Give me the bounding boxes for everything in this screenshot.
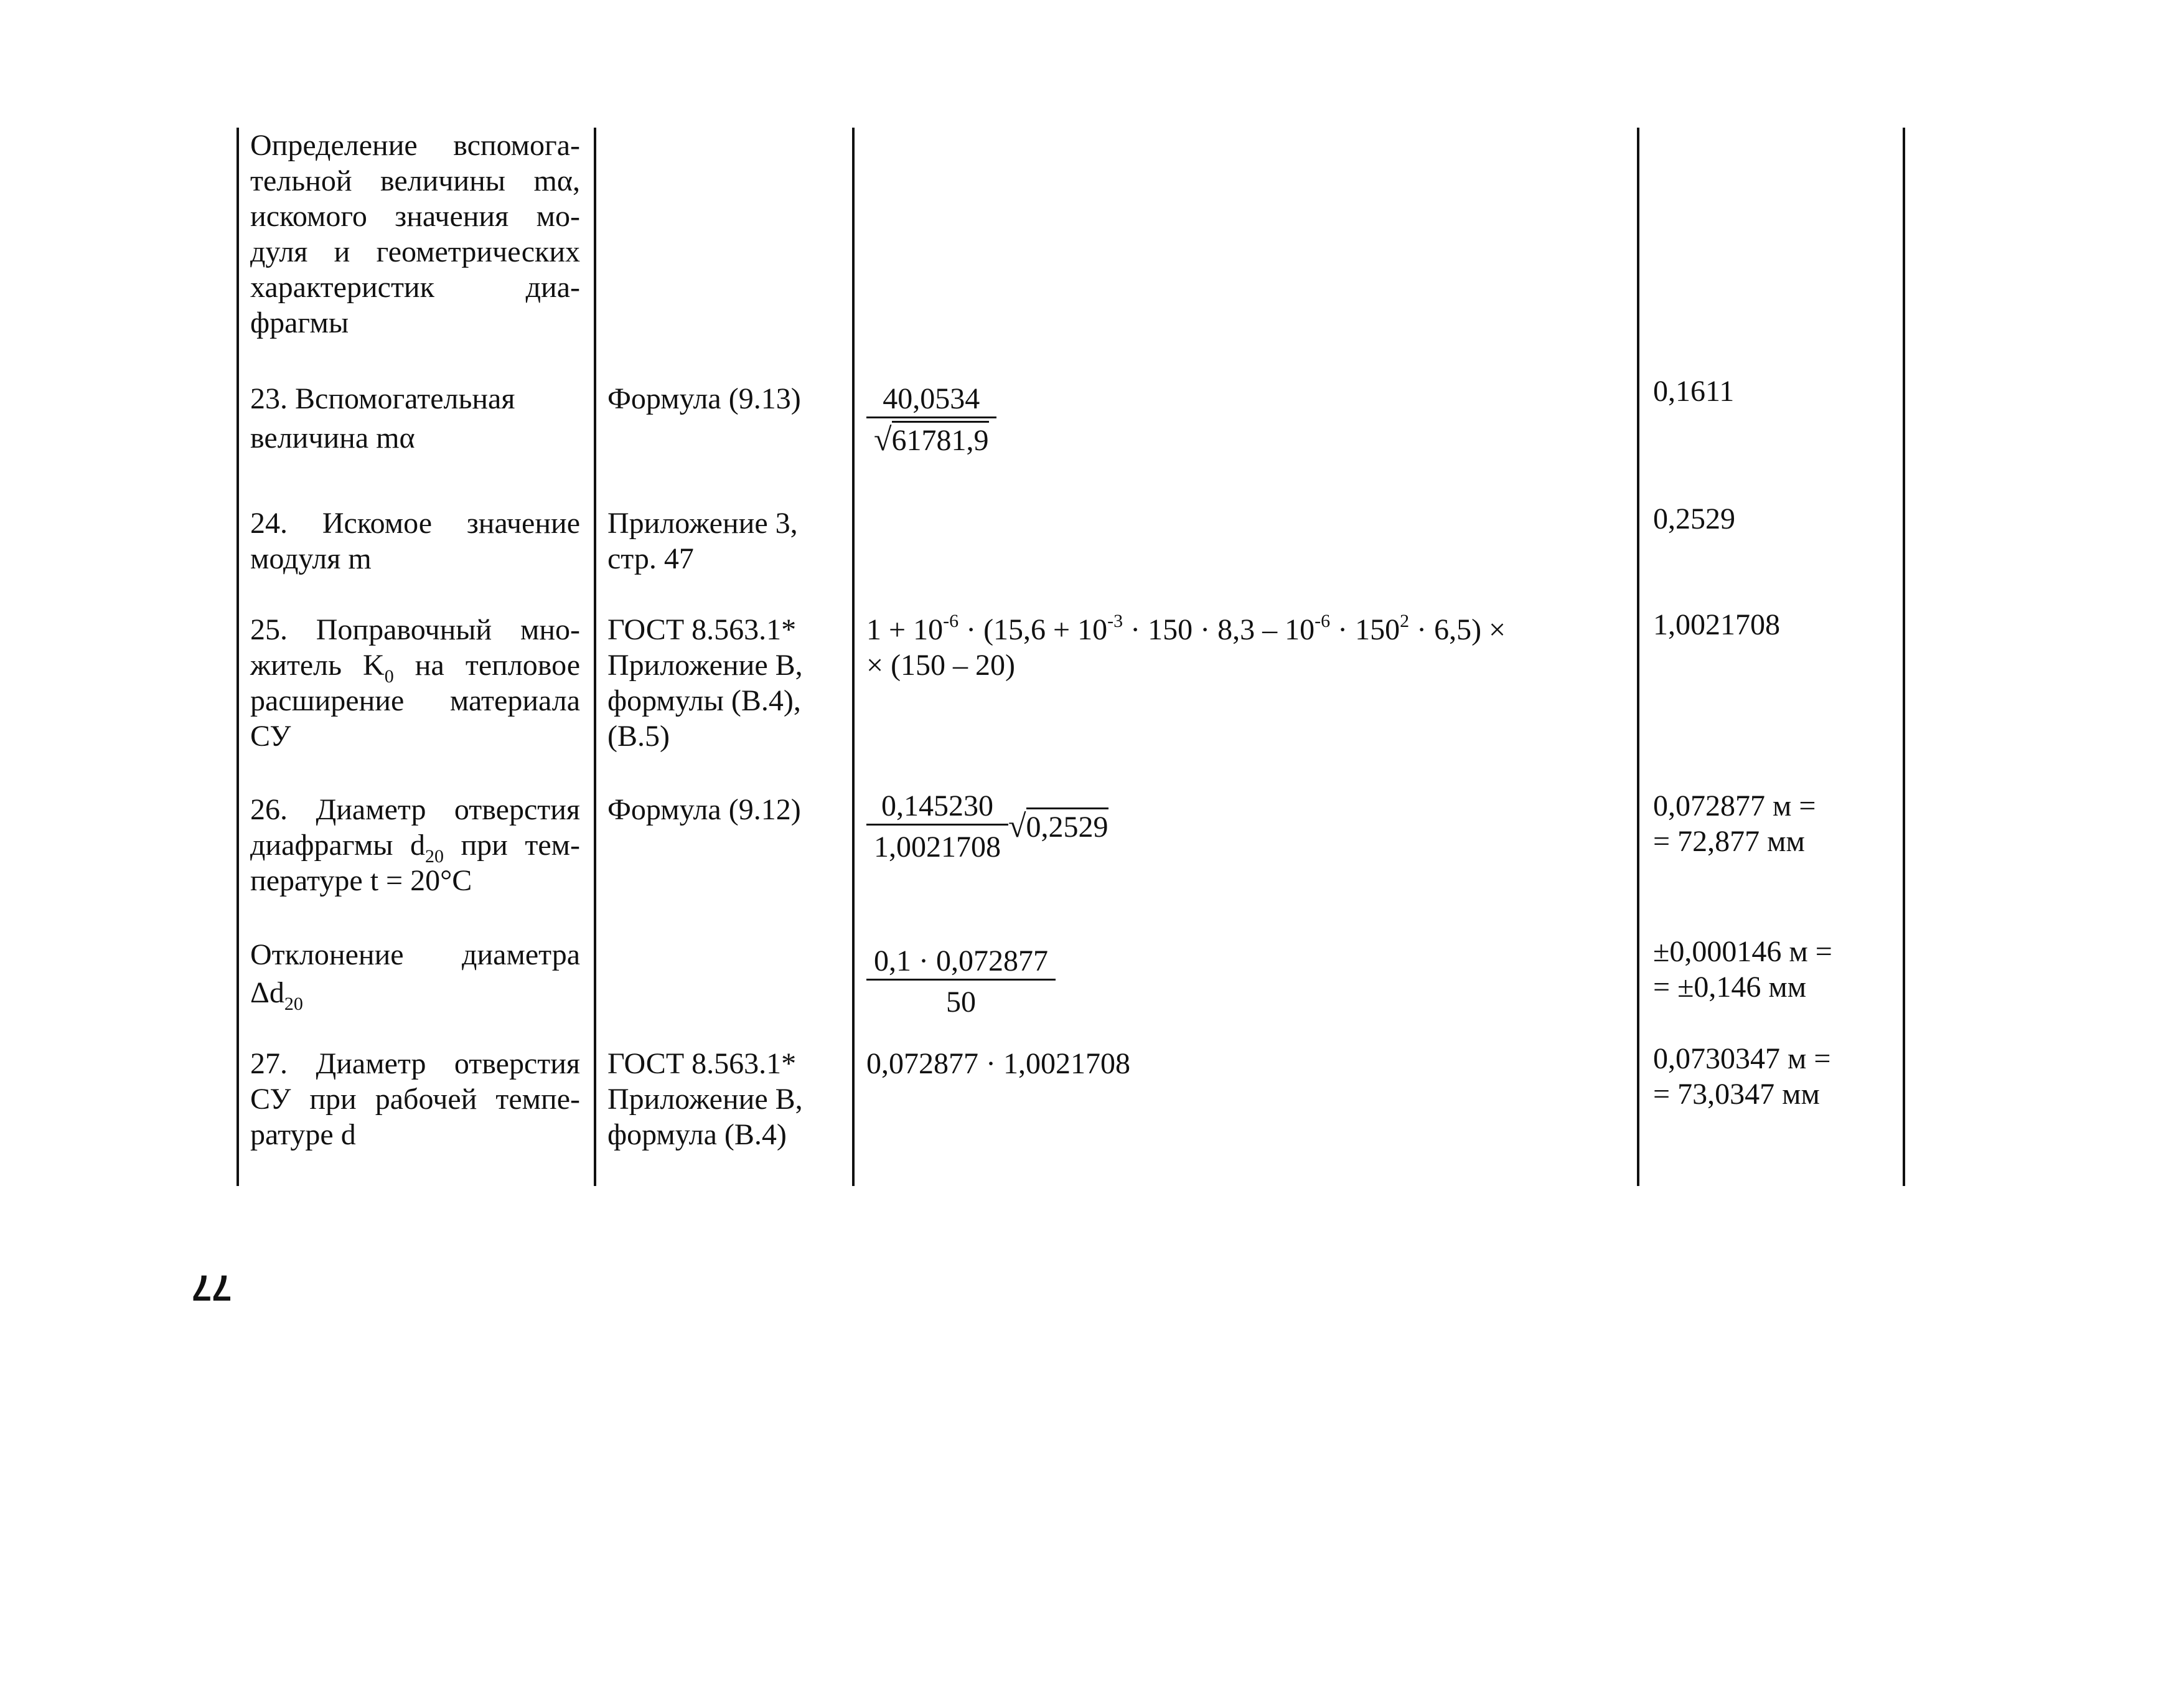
row-27-source: [607, 1046, 803, 1152]
name-line: ратуре d: [250, 1118, 356, 1151]
row-26-name: [250, 792, 580, 898]
row-23-result: 0,1611: [1653, 375, 1735, 408]
section-header-line: фрагмы: [250, 306, 349, 339]
row-27-name: [250, 1046, 580, 1152]
row-27-formula: 0,072877 · 1,0021708: [866, 1047, 1130, 1080]
table-border-right: [1903, 128, 1905, 1186]
row-23-name: [250, 381, 580, 456]
name-line: $\Delta d_{20}$: [250, 976, 303, 1014]
row-25-source: [607, 612, 803, 754]
name-line: Отклонение диаметра: [250, 938, 580, 971]
section-header-line: тельной величины mα,: [250, 164, 580, 197]
row-23-source: Формула (9.13): [607, 382, 801, 415]
radicand: 0,2529: [1026, 807, 1108, 844]
row-25-result: 1,0021708: [1653, 608, 1780, 641]
section-header-line: характеристик диа-: [250, 271, 580, 304]
name-line: 26. Диаметр отверстия: [250, 793, 580, 826]
source-line: Приложение В,: [607, 1083, 803, 1116]
name-line: диафрагмы $d_{20}$ при тем-: [250, 829, 581, 867]
source-line: формулы (В.4),: [607, 684, 801, 717]
row-deviation-name: [250, 937, 580, 1014]
section-header-line: искомого значения мо-: [250, 200, 580, 233]
page-number: 77: [192, 1268, 232, 1308]
name-line: 24. Искомое значение: [250, 507, 580, 540]
table-border-left: [237, 128, 239, 1186]
result-line: = 72,877 мм: [1653, 825, 1805, 858]
fraction: [866, 788, 1008, 865]
formula-line: × (150 – 20): [866, 649, 1016, 682]
source-line: формула (В.4): [607, 1118, 787, 1151]
result-line: 0,072877 м =: [1653, 789, 1816, 822]
formula-line: $1 + 10^{-6} \cdot (15,6 + 10^{-3} \cdot 150 \cdot 8,3 - 10^{-6} \cdot 150^2 \cdot 6,5)$ ×: [866, 611, 1506, 646]
row-27-result: [1653, 1041, 1830, 1112]
row-25-formula: [866, 612, 1506, 683]
name-line: житель $K_0$ на тепловое: [250, 649, 581, 687]
row-deviation-formula: [866, 943, 1056, 1020]
fraction-denominator: 1,0021708: [866, 824, 1008, 865]
name-line: СУ: [250, 720, 291, 753]
section-header: [250, 128, 580, 341]
fraction-numerator: 0,145230: [881, 789, 993, 822]
section-header-line: дуля и геометрических: [250, 235, 580, 268]
name-line: 25. Поправочный мно-: [250, 613, 580, 646]
name-line: 23. Вспомогательная: [250, 382, 515, 415]
source-line: ГОСТ 8.563.1*: [607, 1047, 797, 1080]
fraction-denominator: [866, 417, 996, 458]
row-23-formula: [866, 381, 996, 458]
name-line: 27. Диаметр отверстия: [250, 1047, 580, 1080]
row-24-source: [607, 506, 798, 577]
table-divider-1: [594, 128, 596, 1186]
sqrt-icon: √: [1008, 808, 1026, 844]
row-26-result: [1653, 788, 1816, 859]
row-deviation-result: [1653, 934, 1832, 1005]
result-line: 0,0730347 м =: [1653, 1042, 1831, 1075]
row-24-name: [250, 506, 580, 577]
row-26-formula: [866, 788, 1108, 865]
radicand: 61781,9: [892, 421, 989, 457]
row-25-name: [250, 612, 580, 754]
fraction-numerator: 0,1 · 0,072877: [874, 944, 1048, 977]
name-line: СУ при рабочей темпе-: [250, 1083, 580, 1116]
source-line: Приложение 3,: [607, 507, 798, 540]
name-line: расширение материала: [250, 684, 580, 717]
table-divider-3: [1637, 128, 1639, 1186]
name-line: пературе t = 20°C: [250, 864, 472, 897]
result-line: ±0,000146 м =: [1653, 935, 1832, 968]
fraction: [866, 381, 996, 458]
source-line: стр. 47: [607, 542, 694, 575]
sqrt-icon: √: [874, 422, 892, 458]
result-line: = 73,0347 мм: [1653, 1078, 1820, 1111]
name-line: модуля m: [250, 542, 372, 575]
source-line: (В.5): [607, 720, 670, 753]
section-header-line: Определение вспомога-: [250, 129, 580, 162]
fraction-denominator: 50: [866, 979, 1056, 1020]
name-line: величина mα: [250, 421, 415, 454]
table-divider-2: [852, 128, 855, 1186]
result-line: = ±0,146 мм: [1653, 971, 1807, 1004]
fraction-numerator: 40,0534: [883, 382, 980, 415]
source-line: ГОСТ 8.563.1*: [607, 613, 797, 646]
fraction: [866, 943, 1056, 1020]
sqrt-term: [1008, 809, 1108, 845]
row-24-result: 0,2529: [1653, 502, 1735, 535]
source-line: Приложение В,: [607, 649, 803, 682]
row-26-source: Формула (9.12): [607, 793, 801, 826]
